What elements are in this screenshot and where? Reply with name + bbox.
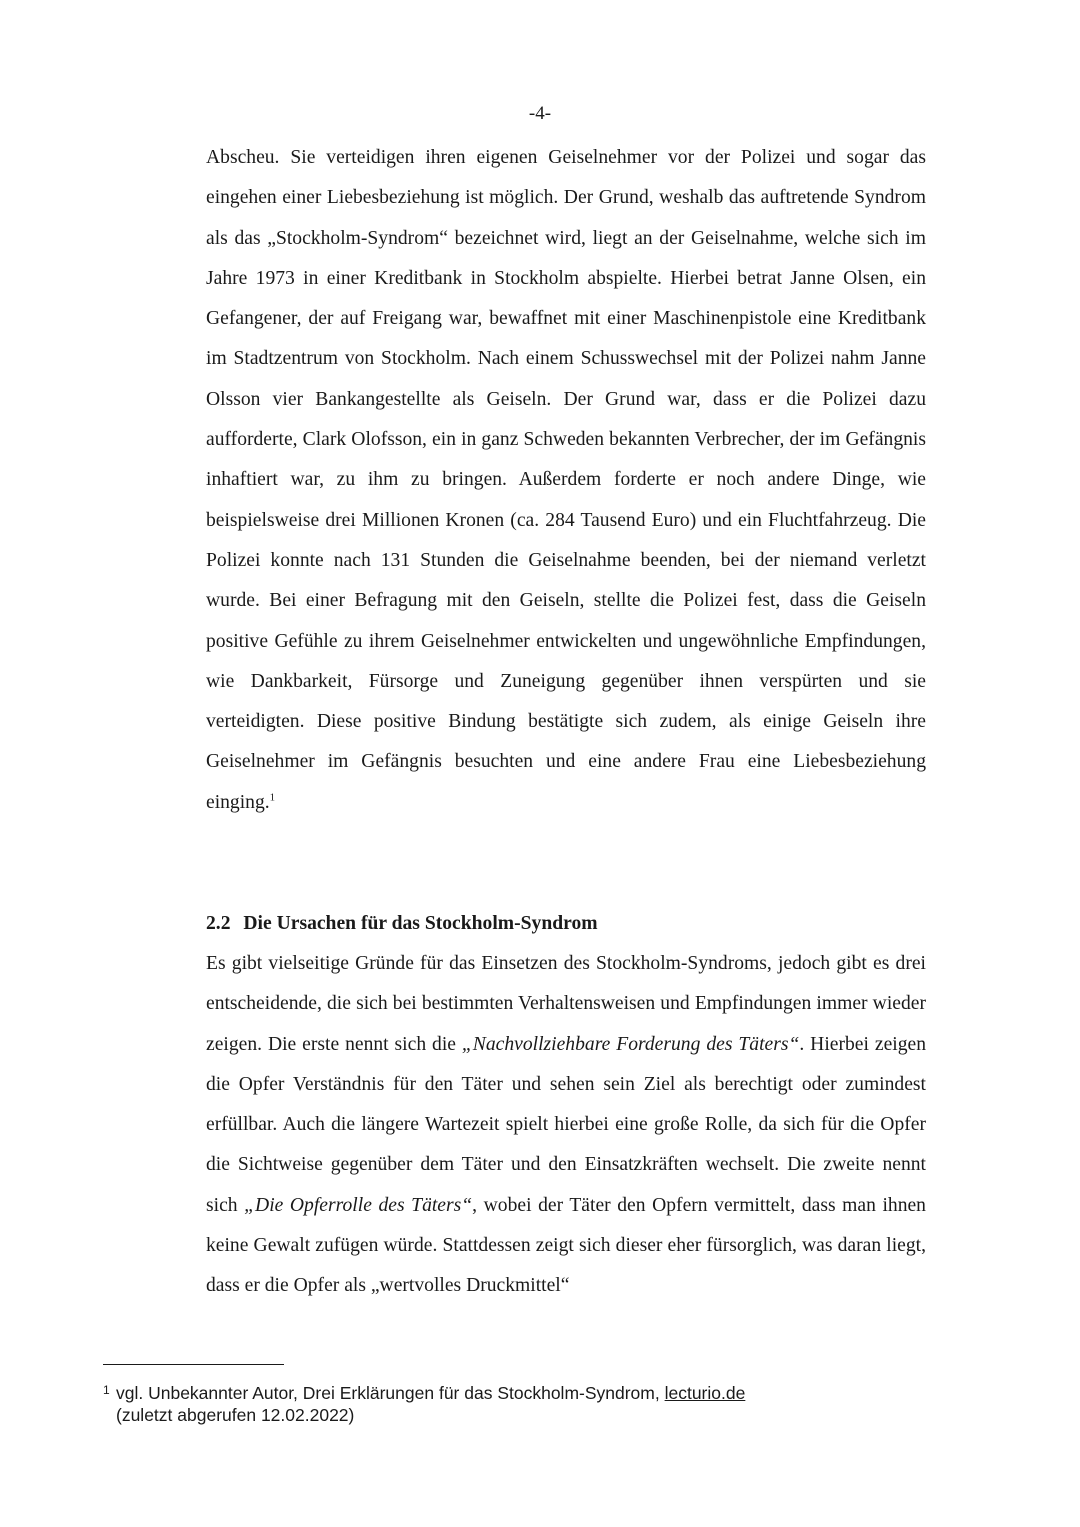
italic-term: „Die Opferrolle des Täters“ — [244, 1194, 473, 1216]
footnote-access-date: (zuletzt abgerufen 12.02.2022) — [116, 1405, 355, 1425]
footnote-divider — [103, 1364, 284, 1365]
paragraph-text: . Hierbei zeigen die Opfer Verständnis für den Täter und sehen sein Ziel als berechtigt oder zumindest erfüllbar. Auch die längere Wartezeit spielt hierbei eine große Rolle, da sich für die Opfer die Sichtweise gegenüber dem Täter und den Einsatzkräften wechselt. Die zweite nennt sich — [206, 1033, 926, 1216]
page-number: -4- — [528, 103, 552, 124]
paragraph-text: , wobei der Täter den Opfern vermittelt, dass man ihnen keine Gewalt zufügen würde. Stattdessen zeigt sich dieser eher fürsorglich, was daran liegt, dass er die Opfer als „wertvolles Druckmittel“ — [206, 1194, 926, 1297]
italic-term: „Nachvollziehbare Forderung des Täters“ — [461, 1033, 800, 1055]
body-paragraph — [206, 944, 926, 1307]
footnote-link[interactable]: lecturio.de — [664, 1383, 746, 1403]
section-heading — [206, 904, 926, 944]
section-title: Die Ursachen für das Stockholm-Syndrom — [243, 913, 598, 934]
footnote — [103, 1379, 923, 1426]
section-number: 2.2 — [206, 913, 231, 934]
paragraph-text: Abscheu. Sie verteidigen ihren eigenen Geiselnehmer vor der Polizei und sogar das eingehen einer Liebesbeziehung ist möglich. Der Grund, weshalb das auftretende Syndrom als das „Stockholm-Syndrom“ bezeichnet wird, liegt an der Geiselnahme, welche sich im Jahre 1973 in einer Kreditbank in Stockholm abspielte. Hierbei betrat Janne Olsen, ein Gefangener, der auf Freigang war, bewaffnet mit einer Maschinenpistole eine Kreditbank im Stadtzentrum von Stockholm. Nach einem Schusswechsel mit der Polizei nahm Janne Olsson vier Bankangestellte als Geiseln. Der Grund war, dass er die Polizei dazu aufforderte, Clark Olofsson, ein in ganz Schweden bekannten Verbrecher, der im Gefängnis inhaftiert war, zu ihm zu bringen. Außerdem forderte er noch andere Dinge, wie beispielsweise drei Millionen Kronen (ca. 284 Tausend Euro) und ein Fluchtfahrzeug. Die Polizei konnte nach 131 Stunden die Geiselnahme beenden, bei der niemand verletzt wurde. Bei einer Befragung mit den Geiseln, stellte die Polizei fest, dass die Geiseln positive Gefühle zu ihrem Geiselnehmer entwickelten und ungewöhnliche Empfindungen, wie Dankbarkeit, Fürsorge und Zuneigung gegenüber ihnen verspürten und sie verteidigten. Diese positive Bindung bestätigte sich zudem, als einige Geiseln ihre Geiselnehmer im Gefängnis besuchten und eine andere Frau eine Liebesbeziehung einging. — [206, 147, 926, 813]
body-paragraph — [206, 138, 926, 823]
footnote-text: vgl. Unbekannter Autor, Drei Erklärungen für das Stockholm-Syndrom, — [116, 1383, 665, 1403]
paragraph-text: Es gibt vielseitige Gründe für das Einsetzen des Stockholm-Syndroms, jedoch gibt es drei entscheidende, die sich bei bestimmten Verhaltensweisen und Empfindungen immer wieder zeigen. Die erste nennt sich die — [206, 953, 926, 1055]
footnote-marker: 1 — [103, 1383, 110, 1397]
footnote-reference[interactable]: 1 — [269, 791, 276, 804]
